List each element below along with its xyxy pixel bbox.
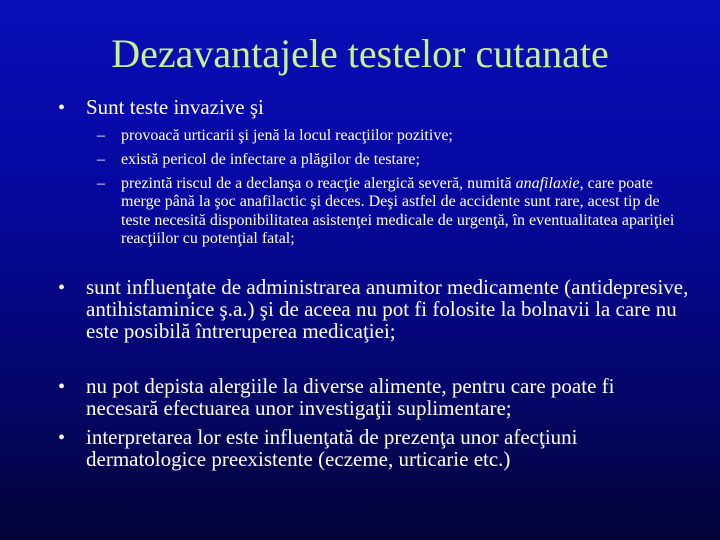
dash-icon: – <box>97 127 105 144</box>
sub-item-text <box>121 175 690 248</box>
bullet-text: sunt influenţate de administrarea anumitor medicamente (antidepresive, antihistaminice ş.a.) şi de aceea nu pot fi folosite la bolnavii la care nu este posibilă întreruperea medicaţiei; <box>86 275 689 343</box>
bullet-icon: • <box>58 277 66 299</box>
bullet-item-medication <box>58 276 690 342</box>
bullet-item-invasive <box>58 96 690 120</box>
sub-item-text-part1: prezintă riscul de a declanşa o reacţie alergică severă, numită <box>121 175 516 192</box>
bullet-icon: • <box>58 427 66 449</box>
bullet-text: Sunt teste invazive şi <box>86 95 264 119</box>
bullet-item-food-allergies <box>58 375 690 419</box>
slide-title: Dezavantajele testelor cutanate <box>111 31 609 76</box>
sub-item-text-part2: , care poate merge până la şoc anafilactic şi deces. Deşi astfel de accidente sunt rare, acest tip de teste necesită disponibilitatea asistenţei medicale de urgenţă, în eventualitatea apariţiei reacţiilor cu potenţial fatal; <box>121 175 675 247</box>
sub-item-anaphylaxis <box>97 175 690 248</box>
bullet-text: interpretarea lor este influenţată de prezenţa unor afecţiuni dermatologice preexistente (eczeme, urticarie etc.) <box>86 425 578 471</box>
bullet-text: nu pot depista alergiile la diverse alimente, pentru care poate fi necesară efectuarea unor investigaţii suplimentare; <box>86 374 615 420</box>
sub-item-infection <box>97 151 690 169</box>
bullet-icon: • <box>58 97 66 119</box>
dash-icon: – <box>97 151 105 168</box>
bullet-icon: • <box>58 376 66 398</box>
dash-icon: – <box>97 175 105 192</box>
bullet-item-dermatologic <box>58 426 690 470</box>
sub-item-text: există pericol de infectare a plăgilor de testare; <box>121 151 420 168</box>
anafilaxie-term: anafilaxie <box>515 175 580 192</box>
sub-item-urticaria <box>97 127 690 145</box>
sub-item-text: provoacă urticarii şi jenă la locul reacţiilor pozitive; <box>121 127 453 144</box>
